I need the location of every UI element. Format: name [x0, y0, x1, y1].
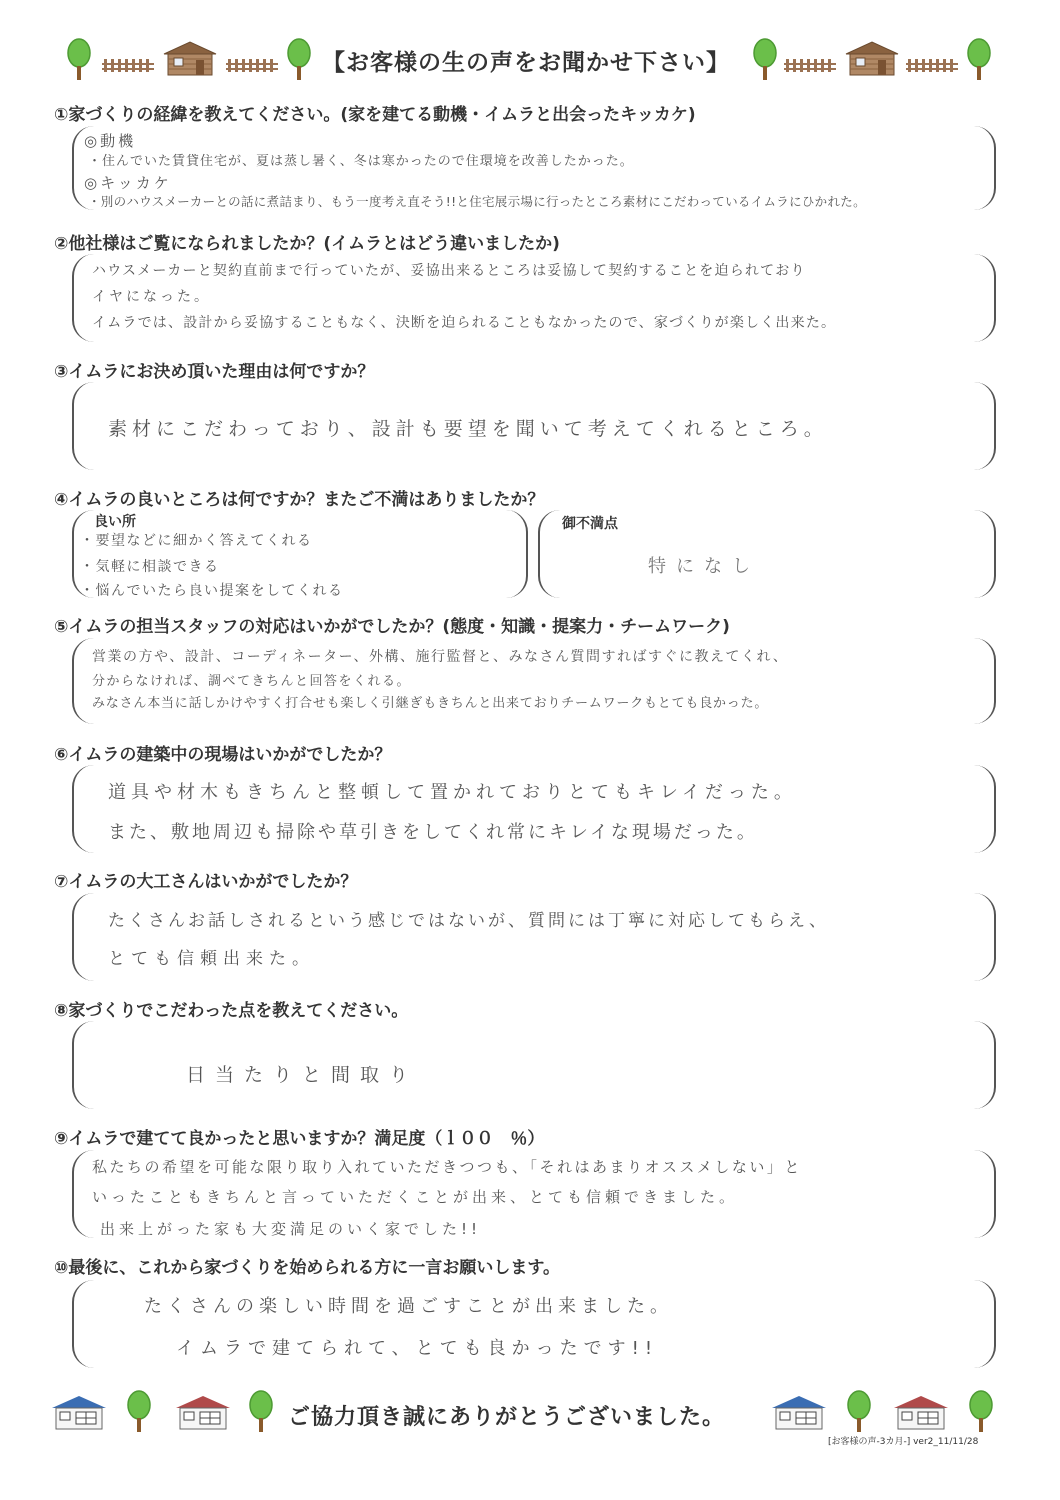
question-1: ①家づくりの経緯を教えてください。(家を建てる動機・イムラと出会ったキッカケ) — [54, 105, 696, 125]
question-3: ③イムラにお決め頂いた理由は何ですか？ — [54, 362, 375, 382]
q1-motive-label: ◎動機 — [84, 132, 137, 150]
q9-line-1: 私たちの希望を可能な限り取り入れていただきつつも、「それはあまりオススメしない」と — [92, 1158, 802, 1176]
tree-icon — [846, 1390, 872, 1434]
thanks-message: ご協力頂き誠にありがとうございました。 — [288, 1405, 726, 1430]
question-2: ②他社様はご覧になられましたか？(イムラとはどう違いましたか) — [54, 234, 560, 254]
house-red-icon — [892, 1394, 950, 1430]
q2-line-3: イムラでは、設計から妥協することもなく、決断を迫られることもなかったので、家づくりが楽しく出来た。 — [92, 315, 837, 331]
q8-answer: 日当たりと間取り — [186, 1064, 419, 1086]
question-5: ⑤イムラの担当スタッフの対応はいかがでしたか？(態度・知識・提案力・チームワーク) — [54, 617, 730, 637]
tree-icon — [966, 38, 992, 82]
q1-trigger-label: ◎キッカケ — [84, 174, 172, 192]
q7-line-2: とても信頼出来た。 — [108, 949, 315, 969]
tree-icon — [248, 1390, 274, 1434]
q10-line-1: たくさんの楽しい時間を過ごすことが出来ました。 — [144, 1296, 673, 1317]
fence-icon — [102, 58, 154, 72]
q1-trigger-text: ・別のハウスメーカーとの話に煮詰まり、もう一度考え直そう!!と住宅展示場に行ったところ素材にこだわっているイムラにひかれた。 — [88, 194, 866, 209]
q2-line-1: ハウスメーカーと契約直前まで行っていたが、妥協出来るところは妥協して契約することを迫られており — [92, 263, 806, 279]
tree-icon — [126, 1390, 152, 1434]
q5-line-1: 営業の方や、設計、コーディネーター、外構、施行監督と、みなさん質問すればすぐに教えてくれ、 — [92, 649, 789, 665]
q9-line-2: いったこともきちんと言っていただくことが出来、とても信頼できました。 — [92, 1188, 739, 1206]
question-9: ⑨イムラで建てて良かったと思いますか？満足度（ｌ００ ％） — [54, 1129, 545, 1149]
q3-answer: 素材にこだわっており、設計も要望を聞いて考えてくれるところ。 — [108, 418, 828, 440]
q6-line-2: また、敷地周辺も掃除や草引きをしてくれ常にキレイな現場だった。 — [108, 822, 758, 843]
good-points-label: 良い所 — [94, 514, 136, 530]
fence-icon — [226, 58, 278, 72]
q1-motive-text: ・住んでいた賃貸住宅が、夏は蒸し暑く、冬は寒かったので住環境を改善したかった。 — [88, 154, 634, 169]
page-title: 【お客様の生の声をお聞かせ下さい】 — [322, 50, 730, 76]
question-7: ⑦イムラの大工さんはいかがでしたか？ — [54, 872, 358, 892]
tree-icon — [968, 1390, 994, 1434]
q9-line-3: 出来上がった家も大変満足のいく家でした!! — [100, 1220, 482, 1238]
q6-line-1: 道具や材木もきちんと整頓して置かれておりとてもキレイだった。 — [108, 782, 797, 803]
tree-icon — [752, 38, 778, 82]
good-point-2: ・気軽に相談できる — [80, 559, 220, 575]
complaints-label: 御不満点 — [562, 516, 618, 532]
house-blue-icon — [50, 1394, 108, 1430]
good-point-3: ・悩んでいたら良い提案をしてくれる — [80, 583, 344, 599]
q5-line-3: みなさん本当に話しかけやすく打合せも楽しく引継ぎもきちんと出来ておりチームワークもとても良かった。 — [92, 696, 769, 711]
good-point-1: ・要望などに細かく答えてくれる — [80, 533, 313, 549]
q5-line-2: 分からなければ、調べてきちんと回答をくれる。 — [92, 674, 412, 689]
form-version: [お客様の声-3カ月-] ver2_11/11/28 — [828, 1437, 979, 1447]
fence-icon — [784, 58, 836, 72]
q10-line-2: イムラで建てられて、とても良かったです!! — [176, 1338, 659, 1359]
page-header — [0, 30, 1060, 90]
q7-line-1: たくさんお話しされるという感じではないが、質問には丁寧に対応してもらえ、 — [108, 911, 830, 931]
house-blue-icon — [770, 1394, 828, 1430]
question-4: ④イムラの良いところは何ですか？またご不満はありましたか？ — [54, 490, 545, 510]
house-red-icon — [174, 1394, 232, 1430]
log-house-icon — [842, 40, 902, 76]
q2-line-2: イヤになった。 — [92, 289, 211, 305]
question-8: ⑧家づくりでこだわった点を教えてください。 — [54, 1001, 409, 1021]
question-10: ⑩最後に、これから家づくりを始められる方に一言お願いします。 — [54, 1258, 561, 1278]
fence-icon — [906, 58, 958, 72]
tree-icon — [286, 38, 312, 82]
log-house-icon — [160, 40, 220, 76]
complaints-answer: 特になし — [648, 556, 760, 577]
tree-icon — [66, 38, 92, 82]
question-6: ⑥イムラの建築中の現場はいかがでしたか？ — [54, 745, 392, 765]
